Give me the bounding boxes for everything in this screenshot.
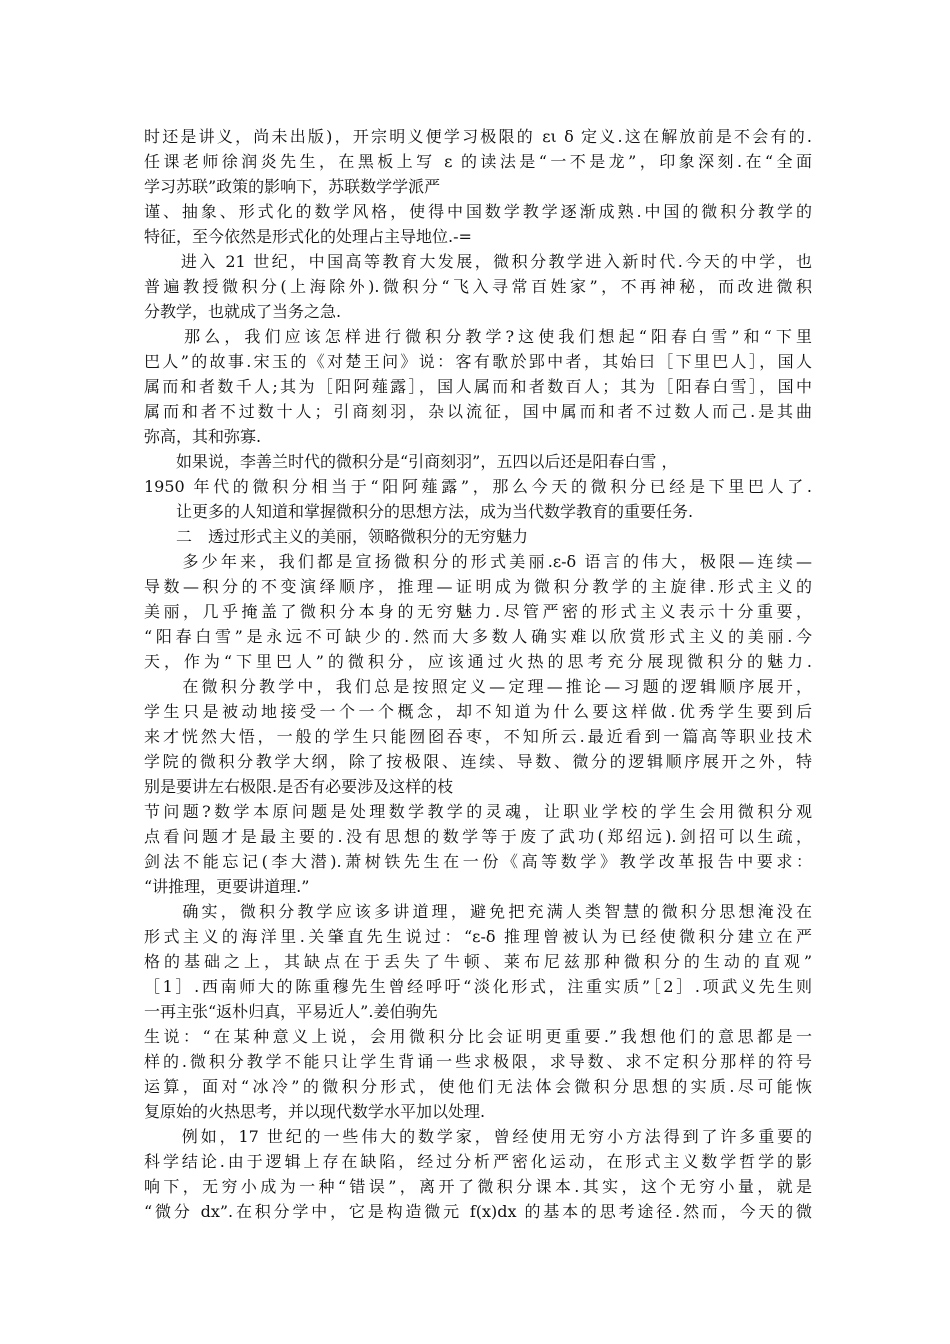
text-line: 导数—积分的不变演绎顺序，推理—证明成为微积分教学的主旋律.形式主义的 (144, 577, 812, 596)
text-line: 分教学，也就成了当务之急. (144, 302, 342, 321)
text-line: 来才恍然大悟，一般的学生只能囫囵吞枣，不知所云.最近看到一篇高等职业技术 (144, 727, 812, 746)
text-line: 任课老师徐润炎先生，在黑板上写 ε 的读法是“一不是龙”，印象深刻.在“全面 (144, 152, 812, 171)
text-line: 学生只是被动地接受一个一个概念，却不知道为什么要这样做.优秀学生要到后 (144, 702, 812, 721)
text-line: 运算，面对“冰冷”的微积分形式，使他们无法体会微积分思想的实质.尽可能恢 (144, 1077, 812, 1096)
text-line: 进入 21 世纪，中国高等教育大发展，微积分教学进入新时代.今天的中学，也 (144, 252, 812, 271)
text-line: 节问题?数学本原问题是处理数学教学的灵魂，让职业学校的学生会用微积分观 (144, 802, 812, 821)
text-line: 弥高，其和弥寡. (144, 427, 262, 446)
text-line: 剑法不能忘记(李大潜).萧树铁先生在一份《高等数学》教学改革报告中要求： (144, 852, 812, 871)
text-line: 天，作为“下里巴人”的微积分，应该通过火热的思考充分展现微积分的魅力. (144, 652, 812, 671)
text-line: 别是要讲左右极限.是否有必要涉及这样的枝 (144, 777, 454, 796)
text-line: 例如，17 世纪的一些伟大的数学家，曾经使用无穷小方法得到了许多重要的 (144, 1127, 812, 1146)
text-line: 在微积分教学中，我们总是按照定义—定理—推论—习题的逻辑顺序展开， (144, 677, 812, 696)
text-line: “阳春白雪”是永远不可缺少的.然而大多数人确实难以欣赏形式主义的美丽.今 (144, 627, 812, 646)
text-line: ［1］.西南师大的陈重穆先生曾经呼吁“淡化形式，注重实质”［2］.项武义先生则 (144, 977, 812, 996)
text-line: 特征，至今依然是形式化的处理占主导地位.-= (144, 227, 472, 246)
text-line: 生说：“在某种意义上说，会用微积分比会证明更重要.”我想他们的意思都是一 (144, 1027, 812, 1046)
text-line: 格的基础之上，其缺点在于丢失了牛顿、莱布尼兹那种微积分的生动的直观” (144, 952, 812, 971)
text-line: 美丽，几乎掩盖了微积分本身的无穷魅力.尽管严密的形式主义表示十分重要， (144, 602, 812, 621)
text-line: 二 透过形式主义的美丽，领略微积分的无穷魅力 (144, 527, 529, 546)
text-line: 一再主张“返朴归真，平易近人”.姜伯驹先 (144, 1002, 438, 1021)
text-line: 确实，微积分教学应该多讲道理，避免把充满人类智慧的微积分思想淹没在 (144, 902, 812, 921)
text-line: “微分 dx”.在积分学中，它是构造微元 f(x)dx 的基本的思考途径.然而，今天的微 (144, 1202, 812, 1221)
text-line: 让更多的人知道和掌握微积分的思想方法，成为当代数学教育的重要任务. (144, 502, 694, 521)
text-line: 1950 年代的微积分相当于“阳阿薤露”，那么今天的微积分已经是下里巴人了. (144, 477, 812, 496)
text-line: 巴人”的故事.宋玉的《对楚王问》说：客有歌於郢中者，其始曰［下里巴人］，国人 (144, 352, 812, 371)
text-line: 学习苏联”政策的影响下，苏联数学学派严 (144, 177, 441, 196)
text-line: 那么，我们应该怎样进行微积分教学?这使我们想起“阳春白雪”和“下里 (144, 327, 812, 346)
text-line: 谨、抽象、形式化的数学风格，使得中国数学教学逐渐成熟.中国的微积分教学的 (144, 202, 812, 221)
text-line: 多少年来，我们都是宣扬微积分的形式美丽.ε-δ 语言的伟大，极限—连续— (144, 552, 812, 571)
text-line: 科学结论.由于逻辑上存在缺陷，经过分析严密化运动，在形式主义数学哲学的影 (144, 1152, 812, 1171)
text-line: 复原始的火热思考，并以现代数学水平加以处理. (144, 1102, 486, 1121)
text-line: 属而和者数千人;其为［阳阿薤露］，国人属而和者数百人；其为［阳春白雪］，国中 (144, 377, 812, 396)
text-line: 点看问题才是最主要的.没有思想的数学等于废了武功(郑绍远).剑招可以生疏， (144, 827, 812, 846)
text-line: 时还是讲义，尚未出版)，开宗明义便学习极限的 ει δ 定义.这在解放前是不会有的. (144, 127, 812, 146)
text-line: 响下，无穷小成为一种“错误”，离开了微积分课本.其实，这个无穷小量，就是 (144, 1177, 812, 1196)
document-body (144, 124, 812, 1224)
text-line: “讲推理，更要讲道理.” (144, 877, 310, 896)
text-line: 如果说，李善兰时代的微积分是“引商刻羽”，五四以后还是阳春白雪 ， (144, 452, 678, 471)
text-line: 样的.微积分教学不能只让学生背诵一些求极限，求导数、求不定积分那样的符号 (144, 1052, 812, 1071)
text-line: 形式主义的海洋里.关肇直先生说过：“ε-δ 推理曾被认为已经使微积分建立在严 (144, 927, 812, 946)
text-line: 普遍教授微积分(上海除外).微积分“飞入寻常百姓家”，不再神秘，而改进微积 (144, 277, 812, 296)
text-line: 学院的微积分教学大纲，除了按极限、连续、导数、微分的逻辑顺序展开之外，特 (144, 752, 812, 771)
text-line: 属而和者不过数十人；引商刻羽，杂以流征，国中属而和者不过数人而己.是其曲 (144, 402, 812, 421)
